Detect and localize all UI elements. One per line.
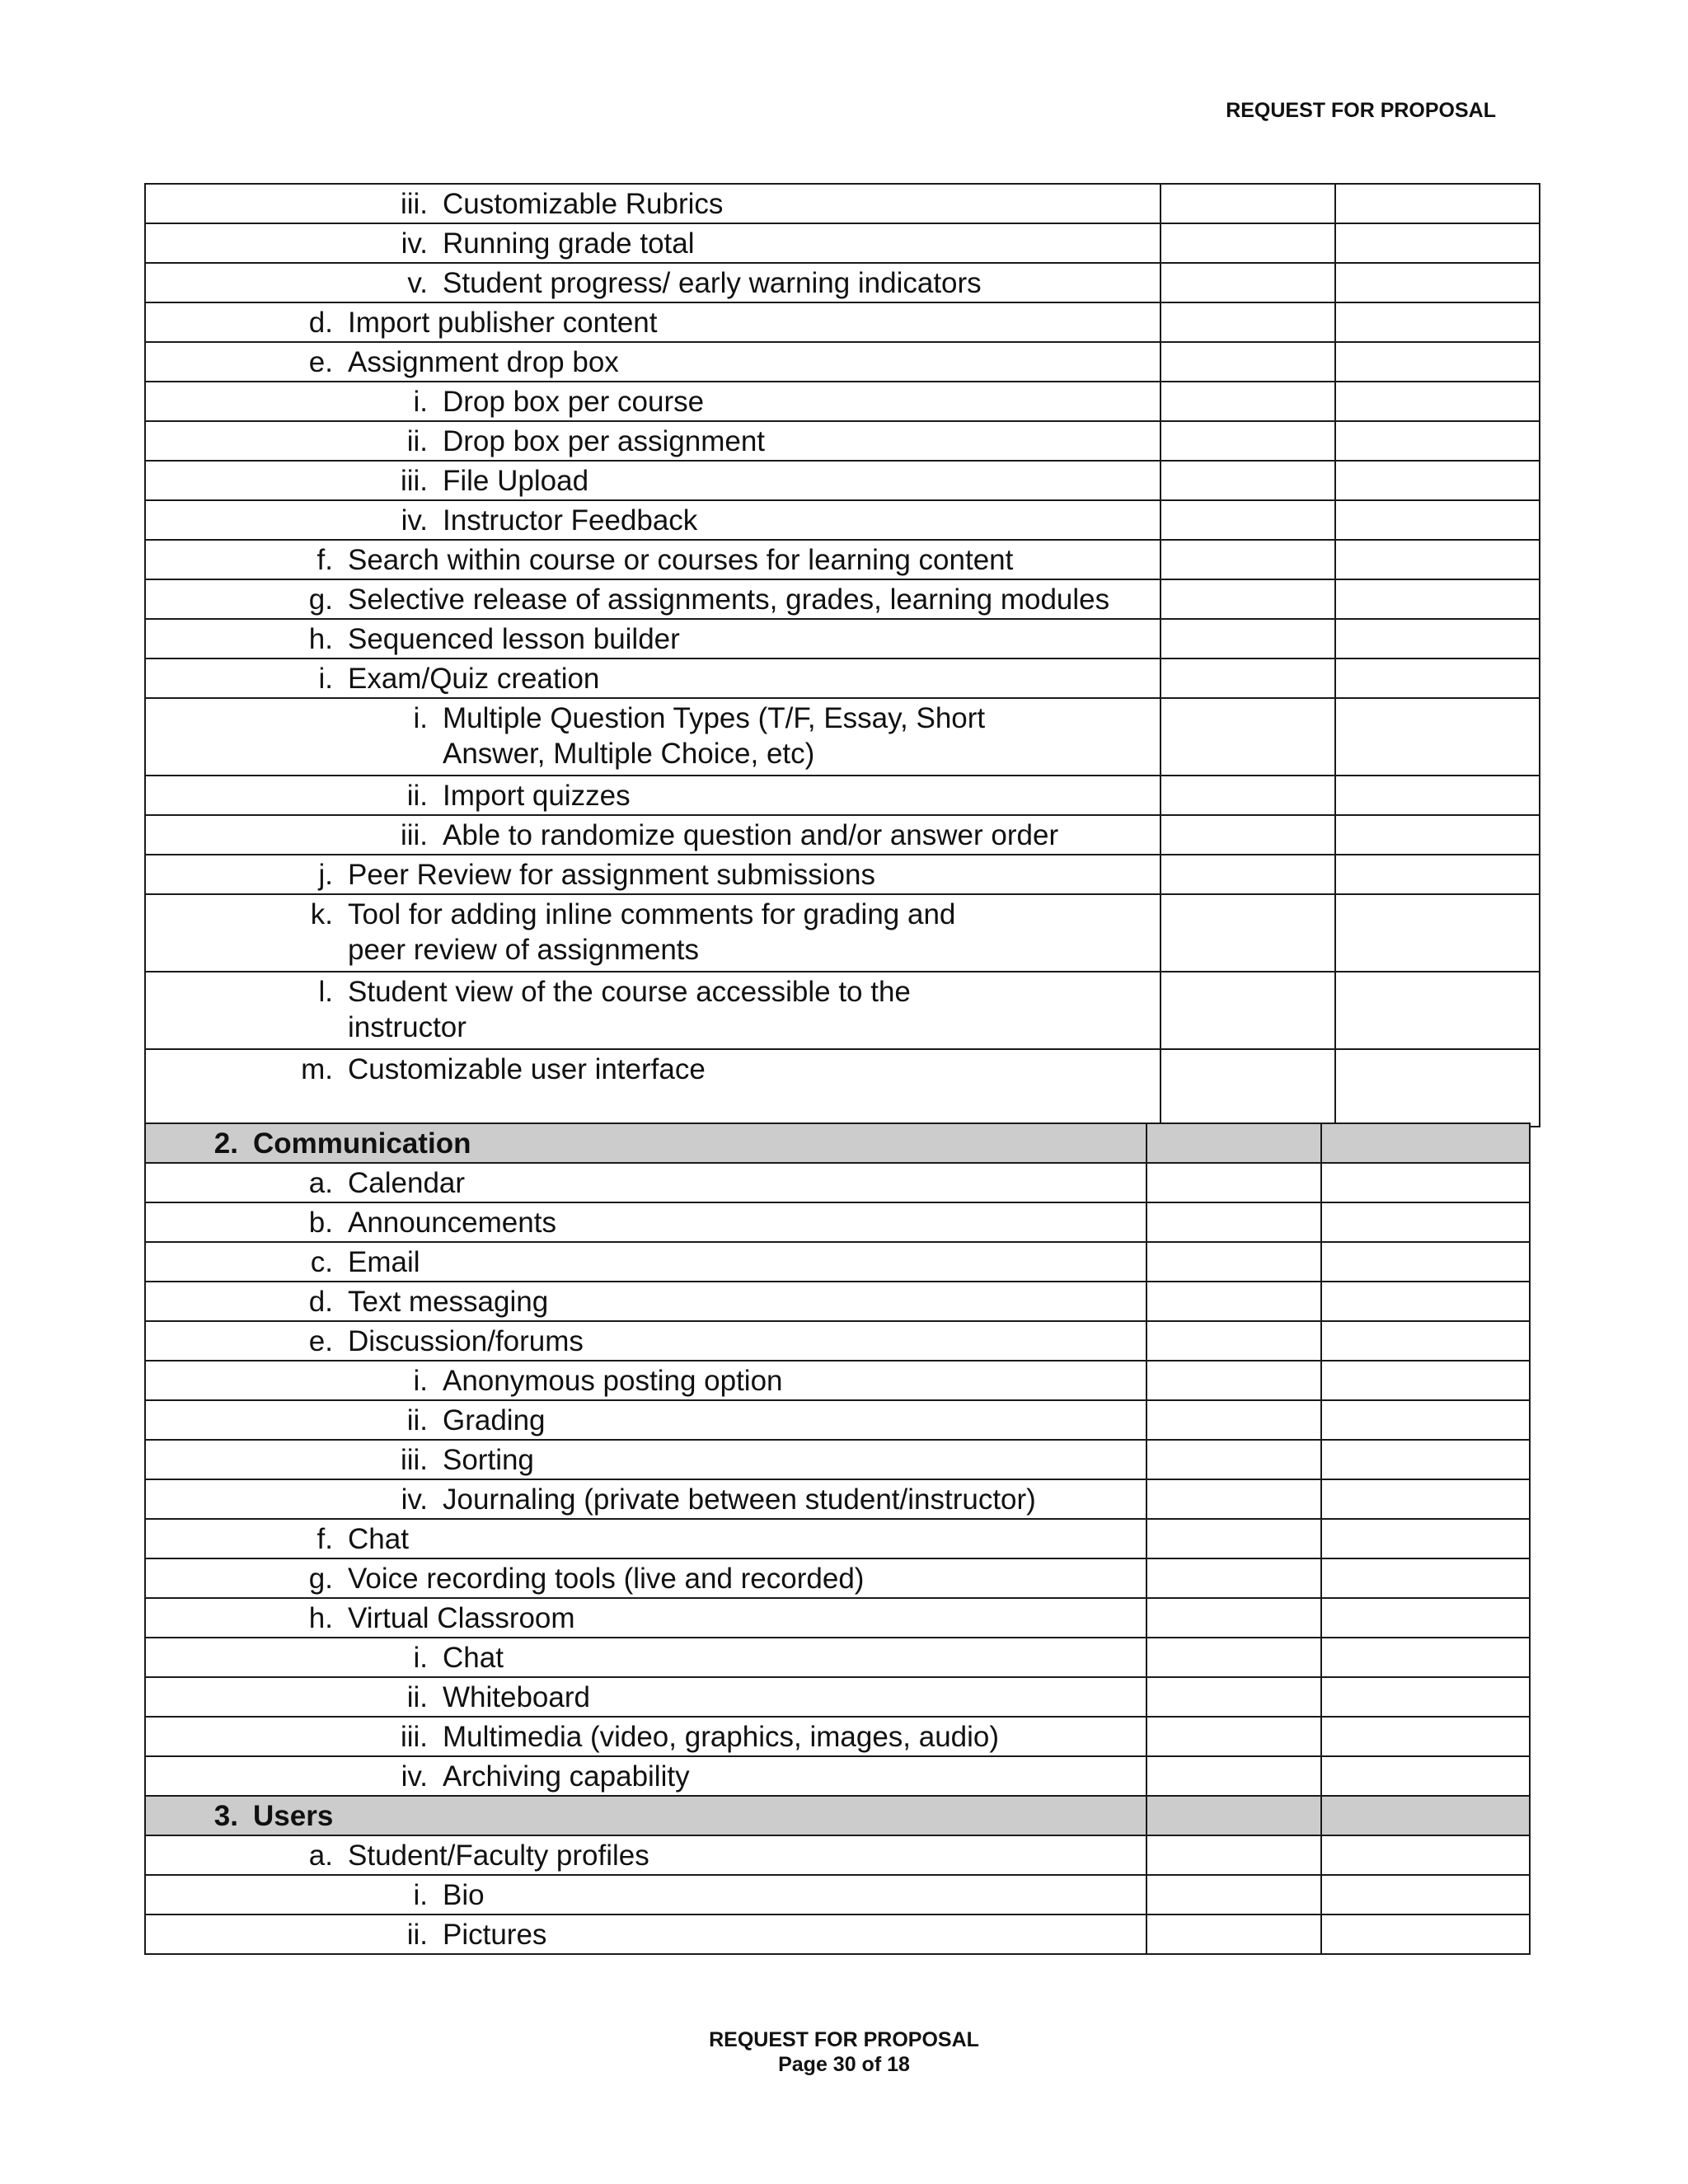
table-row — [145, 223, 1540, 263]
response-cell-2[interactable] — [1335, 579, 1540, 619]
requirement-cell — [145, 658, 1160, 698]
list-marker: h. — [308, 623, 333, 655]
list-marker: l. — [318, 976, 333, 1008]
requirement-text: Sequenced lesson builder — [348, 623, 680, 655]
response-cell-1[interactable] — [1146, 1638, 1321, 1677]
response-cell-1[interactable] — [1146, 1242, 1321, 1282]
response-cell-1[interactable] — [1146, 1875, 1321, 1915]
requirement-text: Grading — [443, 1404, 546, 1436]
requirement-text: Discussion/forums — [348, 1325, 584, 1357]
response-cell-2[interactable] — [1321, 1242, 1530, 1282]
requirement-cell — [145, 579, 1160, 619]
requirement-text: Search within course or courses for learning content — [348, 544, 1014, 576]
response-cell-2[interactable] — [1321, 1440, 1530, 1479]
list-marker: m. — [301, 1053, 333, 1085]
response-cell-1[interactable] — [1160, 342, 1335, 382]
table-row — [145, 619, 1540, 658]
requirement-cell — [145, 1598, 1146, 1638]
list-marker: iv. — [401, 1760, 428, 1793]
response-cell-2[interactable] — [1335, 263, 1540, 302]
requirement-cell — [145, 184, 1160, 223]
response-cell-1[interactable] — [1146, 1479, 1321, 1519]
requirement-cell — [145, 1519, 1146, 1558]
response-cell-2[interactable] — [1335, 1049, 1540, 1127]
section-title: Communication — [253, 1127, 471, 1160]
section-title: Users — [253, 1800, 334, 1832]
response-cell-2[interactable] — [1321, 1321, 1530, 1361]
table-row — [145, 1049, 1540, 1127]
response-cell-1[interactable] — [1160, 540, 1335, 579]
list-marker: a. — [308, 1167, 333, 1199]
table-row — [145, 540, 1540, 579]
table-row — [145, 184, 1540, 223]
section-title-cell — [145, 1123, 1146, 1163]
response-cell-2[interactable] — [1335, 815, 1540, 855]
requirement-item — [146, 1244, 1146, 1280]
response-cell-2[interactable] — [1335, 421, 1540, 461]
requirement-cell — [145, 461, 1160, 500]
table-row — [145, 1875, 1530, 1915]
response-cell-1[interactable] — [1160, 658, 1335, 698]
list-marker: iv. — [401, 1483, 428, 1516]
table-row — [145, 461, 1540, 500]
list-marker: iv. — [401, 227, 428, 260]
response-cell-2[interactable] — [1335, 500, 1540, 540]
response-cell-1[interactable] — [1160, 500, 1335, 540]
requirement-item — [146, 265, 1160, 301]
response-cell-2[interactable] — [1321, 1558, 1530, 1598]
section-title-cell — [145, 1796, 1146, 1835]
response-cell-1[interactable] — [1146, 1796, 1321, 1835]
response-cell-1[interactable] — [1146, 1163, 1321, 1202]
response-cell-1[interactable] — [1146, 1677, 1321, 1717]
response-cell-1[interactable] — [1146, 1282, 1321, 1321]
response-cell-1[interactable] — [1146, 1598, 1321, 1638]
list-marker: g. — [308, 583, 333, 616]
requirement-item — [146, 463, 1160, 499]
requirement-cell — [145, 1163, 1146, 1202]
response-cell-2[interactable] — [1321, 1519, 1530, 1558]
requirement-item — [146, 974, 1160, 1045]
requirement-item — [146, 226, 1160, 261]
list-marker: f. — [316, 544, 333, 576]
requirement-cell — [145, 1717, 1146, 1756]
requirement-cell — [145, 1440, 1146, 1479]
requirement-cell — [145, 1558, 1146, 1598]
response-cell-1[interactable] — [1146, 1321, 1321, 1361]
table-row — [145, 1361, 1530, 1400]
requirements-table — [144, 1122, 1531, 1955]
list-marker: ii. — [406, 425, 428, 457]
requirement-cell — [145, 1202, 1146, 1242]
response-cell-1[interactable] — [1160, 184, 1335, 223]
requirement-cell — [145, 1049, 1160, 1127]
requirement-item — [146, 1482, 1146, 1517]
table-row — [145, 972, 1540, 1049]
list-marker: 3. — [213, 1800, 238, 1832]
list-marker: i. — [413, 1879, 428, 1911]
footer-title: REQUEST FOR PROPOSAL — [709, 2028, 979, 2051]
table-row — [145, 1756, 1530, 1796]
table-row — [145, 500, 1540, 540]
response-cell-1[interactable] — [1160, 855, 1335, 894]
response-cell-2[interactable] — [1321, 1479, 1530, 1519]
page-footer — [0, 2027, 1688, 2077]
response-cell-1[interactable] — [1160, 698, 1335, 776]
response-cell-2[interactable] — [1335, 382, 1540, 421]
response-cell-1[interactable] — [1160, 263, 1335, 302]
requirement-cell — [145, 894, 1160, 972]
table-row — [145, 1440, 1530, 1479]
table-row — [145, 1400, 1530, 1440]
table-row — [145, 302, 1540, 342]
response-cell-2[interactable] — [1321, 1598, 1530, 1638]
table-row — [145, 815, 1540, 855]
response-cell-1[interactable] — [1160, 302, 1335, 342]
response-cell-2[interactable] — [1321, 1638, 1530, 1677]
requirement-item — [146, 621, 1160, 657]
requirement-text: Virtual Classroom — [348, 1602, 575, 1634]
table-row — [145, 342, 1540, 382]
response-cell-1[interactable] — [1160, 461, 1335, 500]
table-row — [145, 894, 1540, 972]
response-cell-2[interactable] — [1321, 1717, 1530, 1756]
requirement-item — [146, 1205, 1146, 1240]
requirement-item — [146, 582, 1160, 617]
response-cell-1[interactable] — [1146, 1440, 1321, 1479]
table-row — [145, 1282, 1530, 1321]
requirement-cell — [145, 1875, 1146, 1915]
list-marker: iii. — [400, 1721, 428, 1753]
requirement-text: Assignment drop box — [348, 346, 619, 378]
response-cell-2[interactable] — [1321, 1756, 1530, 1796]
response-cell-2[interactable] — [1335, 972, 1540, 1049]
requirement-text: Drop box per assignment — [443, 425, 766, 457]
requirement-text: Selective release of assignments, grades, learning modules — [348, 583, 1110, 616]
response-cell-2[interactable] — [1335, 619, 1540, 658]
list-marker: iii. — [400, 1444, 428, 1476]
response-cell-2[interactable] — [1335, 894, 1540, 972]
requirement-text: Multimedia (video, graphics, images, audio) — [443, 1721, 1000, 1753]
response-cell-1[interactable] — [1160, 776, 1335, 815]
requirement-item — [146, 1165, 1146, 1201]
response-cell-2[interactable] — [1335, 776, 1540, 815]
list-marker: d. — [308, 307, 333, 339]
requirement-item — [146, 1442, 1146, 1478]
requirement-text: Text messaging — [348, 1286, 549, 1318]
requirement-cell — [145, 1835, 1146, 1875]
requirement-item — [146, 384, 1160, 419]
requirement-item — [146, 1363, 1146, 1399]
requirement-cell — [145, 1479, 1146, 1519]
response-cell-2[interactable] — [1321, 1282, 1530, 1321]
requirement-item — [146, 1759, 1146, 1794]
table-row — [145, 1558, 1530, 1598]
requirement-text: Calendar — [348, 1167, 466, 1199]
requirement-text: Chat — [443, 1642, 504, 1674]
list-marker: c. — [310, 1246, 333, 1278]
response-cell-2[interactable] — [1321, 1796, 1530, 1835]
response-cell-1[interactable] — [1160, 421, 1335, 461]
requirement-cell — [145, 1677, 1146, 1717]
requirement-text: Voice recording tools (live and recorded) — [348, 1563, 865, 1595]
response-cell-1[interactable] — [1146, 1717, 1321, 1756]
list-marker: a. — [308, 1840, 333, 1872]
requirement-cell — [145, 421, 1160, 461]
requirement-item — [146, 305, 1160, 340]
table-row — [145, 1638, 1530, 1677]
requirement-item — [146, 1917, 1146, 1952]
response-cell-1[interactable] — [1160, 1049, 1335, 1127]
list-marker: b. — [308, 1207, 333, 1239]
requirement-text: Customizable Rubrics — [443, 188, 724, 220]
requirement-cell — [145, 263, 1160, 302]
table-row — [145, 1519, 1530, 1558]
response-cell-2[interactable] — [1321, 1677, 1530, 1717]
requirement-cell — [145, 1361, 1146, 1400]
list-marker: ii. — [406, 780, 428, 812]
table-row — [145, 855, 1540, 894]
list-marker: e. — [308, 1325, 333, 1357]
requirement-text: Customizable user interface — [348, 1053, 706, 1085]
requirement-cell — [145, 1638, 1146, 1677]
requirement-item — [146, 897, 1160, 968]
requirement-cell — [145, 1915, 1146, 1954]
response-cell-2[interactable] — [1321, 1361, 1530, 1400]
list-marker: f. — [316, 1523, 333, 1555]
requirement-text: Able to randomize question and/or answer order — [443, 819, 1059, 851]
requirement-item — [146, 1798, 1146, 1834]
requirement-item — [146, 1324, 1146, 1359]
page-header: REQUEST FOR PROPOSAL — [1226, 99, 1496, 122]
requirement-cell — [145, 1756, 1146, 1796]
response-cell-1[interactable] — [1146, 1400, 1321, 1440]
response-cell-2[interactable] — [1335, 184, 1540, 223]
table-row — [145, 1677, 1530, 1717]
list-marker: i. — [413, 386, 428, 418]
table-row — [145, 1321, 1530, 1361]
requirement-cell — [145, 972, 1160, 1049]
response-cell-1[interactable] — [1146, 1915, 1321, 1954]
requirement-text: Multiple Question Types (T/F, Essay, Short Answer, Multiple Choice, etc) — [443, 702, 986, 770]
requirement-item — [146, 1601, 1146, 1636]
requirement-item — [146, 857, 1160, 893]
response-cell-2[interactable] — [1335, 342, 1540, 382]
response-cell-1[interactable] — [1160, 619, 1335, 658]
requirement-item — [146, 818, 1160, 853]
response-cell-2[interactable] — [1335, 540, 1540, 579]
requirement-text: Chat — [348, 1523, 409, 1555]
list-marker: 2. — [213, 1127, 238, 1160]
requirement-cell — [145, 776, 1160, 815]
list-marker: ii. — [406, 1919, 428, 1951]
response-cell-2[interactable] — [1321, 1915, 1530, 1954]
requirement-item — [146, 1877, 1146, 1913]
response-cell-2[interactable] — [1335, 855, 1540, 894]
requirement-text: Drop box per course — [443, 386, 705, 418]
requirement-text: Student view of the course accessible to the instructor — [348, 976, 911, 1043]
requirement-item — [146, 1403, 1146, 1438]
requirement-text: Student/Faculty profiles — [348, 1840, 649, 1872]
list-marker: ii. — [406, 1404, 428, 1436]
requirement-text: Student progress/ early warning indicators — [443, 267, 982, 299]
list-marker: i. — [413, 1365, 428, 1397]
requirement-text: Tool for adding inline comments for grading and peer review of assignments — [348, 898, 956, 966]
table-row — [145, 579, 1540, 619]
requirement-cell — [145, 500, 1160, 540]
list-marker: d. — [308, 1286, 333, 1318]
table-row — [145, 1163, 1530, 1202]
requirement-item — [146, 778, 1160, 813]
list-marker: k. — [310, 898, 333, 930]
requirement-text: Import publisher content — [348, 307, 658, 339]
requirement-item — [146, 186, 1160, 222]
requirement-text: Exam/Quiz creation — [348, 663, 600, 695]
requirement-item — [146, 1640, 1146, 1675]
response-cell-1[interactable] — [1146, 1519, 1321, 1558]
table-row — [145, 1242, 1530, 1282]
section-row — [145, 1796, 1530, 1835]
requirement-cell — [145, 342, 1160, 382]
response-cell-2[interactable] — [1335, 461, 1540, 500]
requirement-cell — [145, 302, 1160, 342]
requirement-item — [146, 542, 1160, 578]
list-marker: iv. — [401, 504, 428, 537]
response-cell-1[interactable] — [1160, 223, 1335, 263]
list-marker: i. — [413, 1642, 428, 1674]
table-row — [145, 698, 1540, 776]
requirements-table-continued — [144, 183, 1540, 1127]
requirement-cell — [145, 382, 1160, 421]
requirement-item — [146, 1052, 1160, 1087]
response-cell-2[interactable] — [1321, 1123, 1530, 1163]
requirement-text: Announcements — [348, 1207, 556, 1239]
requirement-item — [146, 344, 1160, 380]
requirement-item — [146, 1126, 1146, 1161]
requirement-text: Email — [348, 1246, 420, 1278]
table-row — [145, 1835, 1530, 1875]
requirement-item — [146, 1284, 1146, 1319]
requirement-text: Archiving capability — [443, 1760, 690, 1793]
response-cell-2[interactable] — [1321, 1835, 1530, 1875]
response-cell-1[interactable] — [1146, 1361, 1321, 1400]
requirement-cell — [145, 1242, 1146, 1282]
response-cell-2[interactable] — [1335, 698, 1540, 776]
requirement-text: Anonymous posting option — [443, 1365, 783, 1397]
requirement-cell — [145, 1321, 1146, 1361]
page-number: Page 30 of 18 — [778, 2053, 910, 2076]
response-cell-2[interactable] — [1321, 1163, 1530, 1202]
requirement-text: Pictures — [443, 1919, 547, 1951]
response-cell-1[interactable] — [1160, 815, 1335, 855]
requirement-item — [146, 1719, 1146, 1755]
list-marker: g. — [308, 1563, 333, 1595]
requirement-cell — [145, 698, 1160, 776]
requirement-item — [146, 701, 1160, 771]
requirement-text: Running grade total — [443, 227, 695, 260]
response-cell-1[interactable] — [1146, 1835, 1321, 1875]
response-cell-2[interactable] — [1335, 302, 1540, 342]
table-row — [145, 658, 1540, 698]
requirement-cell — [145, 855, 1160, 894]
requirement-text: File Upload — [443, 465, 589, 497]
requirement-item — [146, 1561, 1146, 1596]
requirement-item — [146, 1680, 1146, 1715]
response-cell-1[interactable] — [1160, 579, 1335, 619]
requirement-text: Sorting — [443, 1444, 534, 1476]
table-row — [145, 382, 1540, 421]
response-cell-2[interactable] — [1321, 1400, 1530, 1440]
response-cell-1[interactable] — [1146, 1123, 1321, 1163]
table-row — [145, 421, 1540, 461]
list-marker: iii. — [400, 819, 428, 851]
requirement-cell — [145, 1400, 1146, 1440]
table-row — [145, 1479, 1530, 1519]
requirement-text: Instructor Feedback — [443, 504, 698, 537]
list-marker: i. — [413, 702, 428, 734]
requirement-cell — [145, 815, 1160, 855]
response-cell-1[interactable] — [1146, 1202, 1321, 1242]
response-cell-2[interactable] — [1321, 1202, 1530, 1242]
response-cell-1[interactable] — [1160, 382, 1335, 421]
requirement-text: Bio — [443, 1879, 485, 1911]
section-row — [145, 1123, 1530, 1163]
list-marker: j. — [318, 859, 333, 891]
requirement-text: Import quizzes — [443, 780, 631, 812]
response-cell-2[interactable] — [1335, 223, 1540, 263]
requirement-item — [146, 1521, 1146, 1557]
response-cell-1[interactable] — [1146, 1558, 1321, 1598]
response-cell-1[interactable] — [1146, 1756, 1321, 1796]
requirement-item — [146, 424, 1160, 459]
list-marker: e. — [308, 346, 333, 378]
requirement-cell — [145, 540, 1160, 579]
response-cell-2[interactable] — [1321, 1875, 1530, 1915]
table-row — [145, 263, 1540, 302]
response-cell-1[interactable] — [1160, 972, 1335, 1049]
requirement-cell — [145, 1282, 1146, 1321]
response-cell-1[interactable] — [1160, 894, 1335, 972]
list-marker: iii. — [400, 465, 428, 497]
table-row — [145, 1915, 1530, 1954]
requirement-item — [146, 1838, 1146, 1873]
list-marker: ii. — [406, 1681, 428, 1713]
list-marker: iii. — [400, 188, 428, 220]
table-row — [145, 1598, 1530, 1638]
requirement-cell — [145, 223, 1160, 263]
table-row — [145, 776, 1540, 815]
requirement-item — [146, 503, 1160, 538]
requirement-item — [146, 661, 1160, 696]
table-row — [145, 1202, 1530, 1242]
requirement-text: Journaling (private between student/instructor) — [443, 1483, 1036, 1516]
list-marker: v. — [407, 267, 428, 299]
list-marker: i. — [318, 663, 333, 695]
requirement-text: Peer Review for assignment submissions — [348, 859, 875, 891]
response-cell-2[interactable] — [1335, 658, 1540, 698]
requirement-text: Whiteboard — [443, 1681, 590, 1713]
requirement-cell — [145, 619, 1160, 658]
list-marker: h. — [308, 1602, 333, 1634]
table-row — [145, 1717, 1530, 1756]
